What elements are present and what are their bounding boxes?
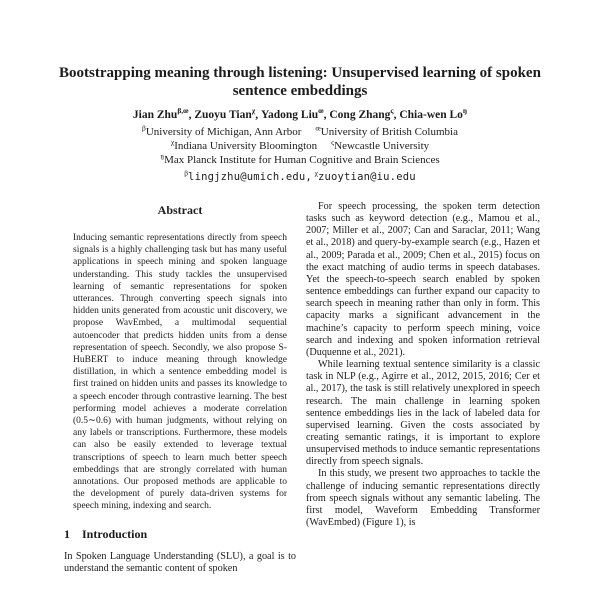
affiliation (142, 123, 302, 138)
author-affil-mark: β,œ (177, 106, 189, 116)
author (399, 106, 468, 121)
author-line (0, 108, 600, 123)
email-line (0, 168, 600, 184)
left-column (64, 201, 296, 575)
paper-header (0, 108, 600, 184)
author-separator: , (188, 109, 195, 121)
intro-paragraph-2: For speech processing, the spoken term detection tasks such as keyword detection (e.g., Mamou et al., 2007; Miller et al., 2007; Can and Saraclar, 2011; Wang et al., 2018) and query-by-example search (e.g., Hazen et al., 2009; Parada et al., 2009; Chen et al., 2015) focus on the exact matching of audio terms in speech databases. Yet the speech-to-speech search enabled by spoken sentence embeddings can further expand our capacity to search speech in meaning rather than only in form. This capacity marks a significant advancement in the machine’s capacity to perform speech mining, voice search and indexing and spoken information retrieval (Duquenne et al., 2021). (306, 201, 540, 358)
email (184, 168, 312, 183)
affiliation (160, 151, 440, 166)
author (132, 106, 195, 121)
affiliation-name: University of British Columbia (320, 126, 458, 138)
affiliation (331, 137, 430, 152)
email-address: lingjzhu@umich.edu, (188, 171, 312, 183)
author (329, 106, 400, 121)
author-name: Chia-wen Lo (399, 109, 463, 121)
intro-paragraph-4: In this study, we present two approaches to tackle the challenge of inducing semantic representations directly from speech signals without any semantic labeling. The first model, Waveform Embedding Transformer (WavEmbed) (Figure 1), is (306, 468, 540, 529)
affiliation (170, 137, 318, 152)
author-affil-mark: ς (390, 106, 394, 116)
author-name: Cong Zhang (329, 109, 391, 121)
author-affil-mark: ŋ (462, 106, 468, 116)
section-title: Introduction (82, 526, 148, 541)
author-affil-mark: œ (318, 106, 324, 116)
abstract-heading: Abstract (157, 203, 203, 217)
author-affil-mark: χ (251, 106, 256, 116)
affiliation-mark: ŋ (160, 151, 165, 161)
affiliation-name: Indiana University Bloomington (174, 140, 318, 152)
email (314, 168, 416, 183)
intro-paragraph-3: While learning textual sentence similarity is a classic task in NLP (e.g., Agirre et al., 2012, 2015, 2016; Cer et al., 2017), the task is still relatively unexplored in speech research. The main challenge in learning spoken sentence embeddings lies in the lack of labeled data for supervised learning. Given the costs associated by creating semantic ratings, it is important to explore unsupervised methods to induce semantic representations directly from speech signals. (306, 359, 540, 468)
email-affil-mark: β (184, 168, 189, 178)
paper-title: Bootstrapping meaning through listening: Unsupervised learning of spoken sentence embeddings (59, 65, 541, 99)
section-1-heading (64, 527, 296, 542)
affiliation-name: University of Michigan, Ann Arbor (145, 126, 302, 138)
email-address: zuoytian@iu.edu (317, 171, 416, 183)
affiliation (315, 123, 458, 138)
section-number: 1 (64, 526, 70, 541)
author (194, 106, 261, 121)
affiliation-name: Newcastle University (334, 140, 430, 152)
affiliation-mark: χ (170, 137, 175, 147)
intro-paragraph-1: In Spoken Language Understanding (SLU), a goal is to understand the semantic content of spoken (64, 550, 296, 574)
affiliation-line (0, 153, 600, 167)
affiliation-mark: ς (331, 137, 335, 147)
affiliation-mark: β (142, 123, 146, 133)
author-name: Yadong Liu (260, 109, 319, 121)
author (260, 106, 330, 121)
author-separator: , (255, 109, 261, 121)
affiliation-name: Max Planck Institute for Human Cognitive and Brain Sciences (164, 154, 440, 166)
author-separator: , (323, 109, 330, 121)
author-name: Zuoyu Tian (194, 109, 252, 121)
email-affil-mark: χ (314, 168, 318, 178)
author-separator: , (393, 109, 400, 121)
affiliation-line (0, 125, 600, 139)
abstract-body: Inducing semantic representations directly from speech signals is a highly challenging task but has many useful applications in speech mining and spoken language understanding. This study tackles the unsupervised learning of semantic representations for spoken utterances. Through converting speech signals into hidden units generated from acoustic unit discovery, we propose WavEmbed, a multimodal sequential autoencoder that predicts hidden units from a dense representation of speech. Secondly, we also propose S-HuBERT to induce meaning through knowledge distillation, in which a sentence embedding model is first trained on hidden units and passes its knowledge to a speech encoder through contrastive learning. The best performing model achieves a moderate correlation (0.5∼0.6) with human judgments, without relying on any labels or transcriptions. Furthermore, these models can also be easily extended to leverage textual transcriptions of speech to learn much better speech embeddings that are strongly correlated with human annotations. Our proposed methods are applicable to the development of purely data-driven systems for speech mining, indexing and search. (73, 233, 287, 512)
author-name: Jian Zhu (132, 109, 178, 121)
right-column (306, 201, 540, 529)
affiliation-line (0, 139, 600, 153)
affiliation-mark: œ (315, 123, 321, 133)
